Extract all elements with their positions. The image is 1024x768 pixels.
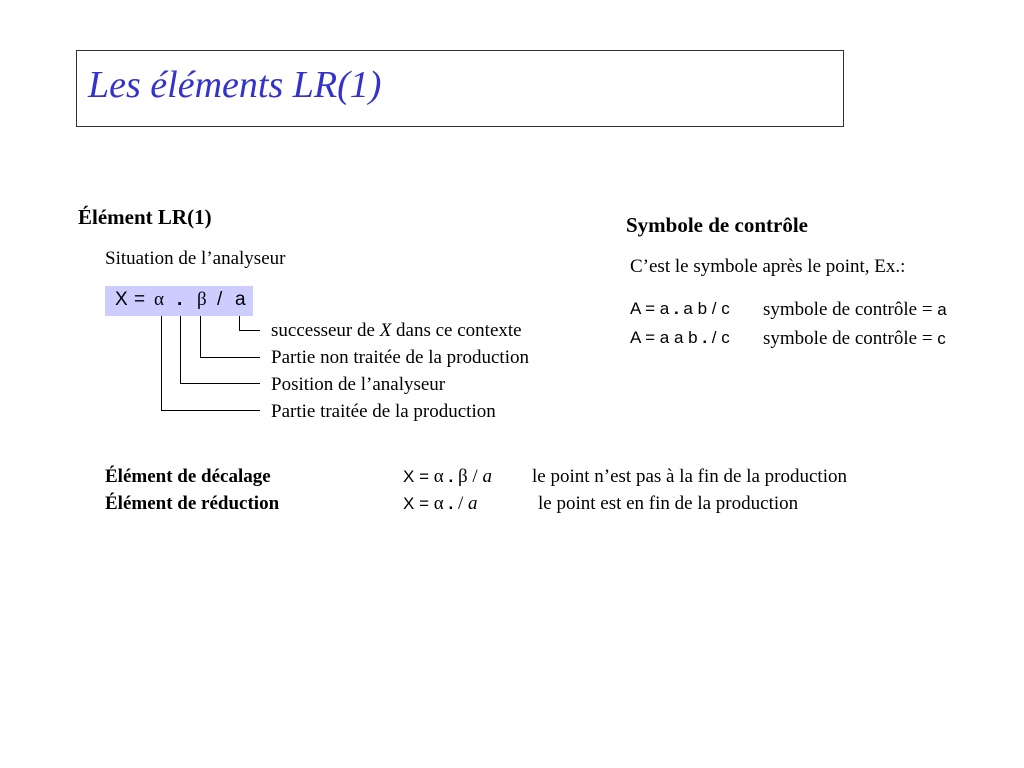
- annotation-position: Position de l’analyseur: [271, 374, 446, 395]
- formula-slash: /: [217, 289, 223, 310]
- slide-title: Les éléments LR(1): [88, 64, 382, 106]
- title-box: [76, 50, 844, 127]
- control-example-2-desc: symbole de contrôle = c: [763, 328, 946, 349]
- annotation-unprocessed: Partie non traitée de la production: [271, 347, 529, 368]
- formula-x: X: [115, 289, 128, 310]
- formula-eq: =: [134, 289, 146, 310]
- shift-item-formula: X = α . β / a: [403, 466, 492, 487]
- control-example-2: A = a a b . / c: [630, 328, 730, 347]
- shift-item-label: Élément de décalage: [105, 466, 271, 487]
- analyzer-situation-label: Situation de l’analyseur: [105, 248, 286, 269]
- control-symbol-intro: C’est le symbole après le point, Ex.:: [630, 256, 906, 277]
- control-symbol-heading: Symbole de contrôle: [626, 213, 808, 237]
- formula-alpha: α: [154, 289, 164, 310]
- reduce-item-desc: le point est en fin de la production: [538, 493, 799, 514]
- control-example-1-desc: symbole de contrôle = a: [763, 299, 947, 320]
- formula-lookahead: a: [235, 289, 246, 310]
- lr1-formula: [105, 286, 253, 316]
- annotation-successor: successeur de X dans ce contexte: [271, 320, 522, 341]
- shift-item-desc: le point n’est pas à la fin de la production: [532, 466, 847, 487]
- control-example-1: A = a . a b / c: [630, 299, 730, 318]
- element-lr1-heading: Élément LR(1): [78, 205, 212, 229]
- formula-beta: β: [197, 289, 207, 310]
- reduce-item-label: Élément de réduction: [105, 493, 280, 514]
- formula-dot: .: [177, 289, 183, 310]
- annotation-processed: Partie traitée de la production: [271, 401, 496, 422]
- reduce-item-formula: X = α . / a: [403, 493, 478, 514]
